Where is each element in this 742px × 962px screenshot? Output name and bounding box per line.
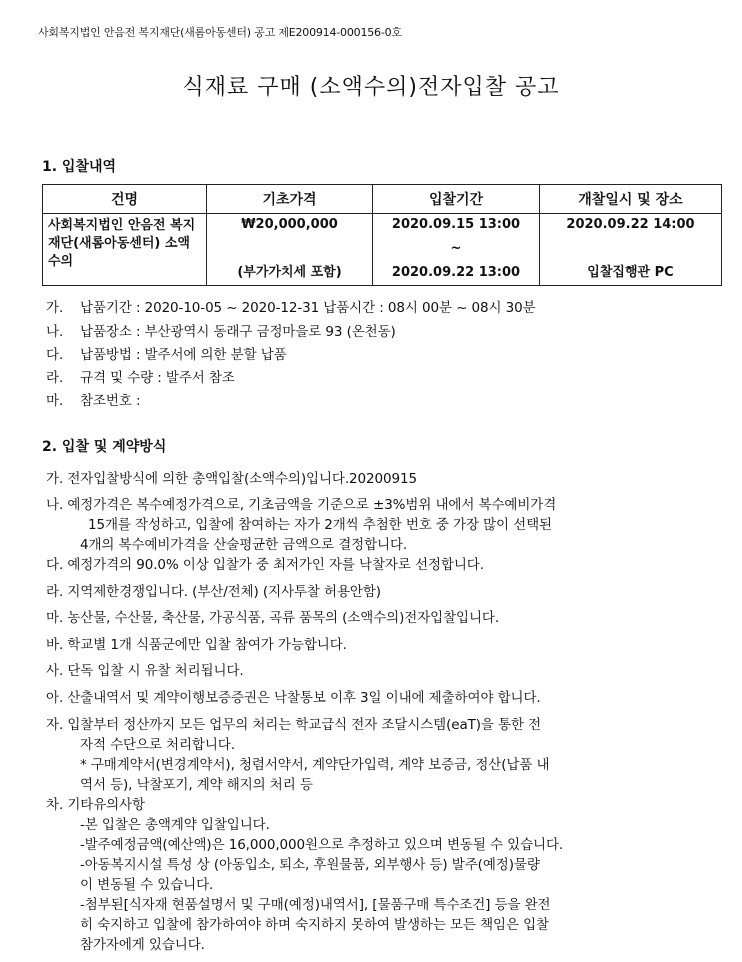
period-start: 2020.09.15 13:00 (391, 217, 521, 232)
section-2-line: 15개를 작성하고, 입찰에 참여하는 자가 2개씩 추첨한 번호 중 가장 많이 선택된 (88, 517, 552, 533)
header-base-price: 기초가격 (207, 185, 373, 214)
table-header-row (43, 185, 722, 214)
section-2-line: 역서 등), 낙찰포기, 계약 해지의 처리 등 (80, 777, 313, 793)
section-2-line: 나. 예정가격은 복수예정가격으로, 기초금액을 기준으로 ±3%범위 내에서 복수예비가격 (46, 497, 557, 513)
price-value: ₩20,000,000 (241, 217, 338, 232)
section-2-line: 차. 기타유의사항 (46, 797, 145, 813)
section-1-item: 마. 참조번호 : (46, 393, 141, 409)
header-name: 건명 (43, 185, 207, 214)
bid-details-table (42, 184, 722, 286)
section-2-line: 자적 수단으로 처리합니다. (80, 737, 235, 753)
header-bid-period: 입찰기간 (373, 185, 540, 214)
section-2-line: 마. 농산물, 수산물, 축산물, 가공식품, 곡류 품목의 (소액수의)전자입찰입니다. (46, 610, 500, 626)
page-title: 식재료 구매 (소액수의)전자입찰 공고 (182, 75, 560, 100)
section-2-line: 바. 학교별 1개 식품군에만 입찰 참여가 가능합니다. (46, 637, 347, 653)
section-2-line: 사. 단독 입찰 시 유찰 처리됩니다. (46, 663, 244, 679)
notice-number: 사회복지법인 안음전 복지재단(새롬아동센터) 공고 제E200914-000156-0호 (38, 26, 402, 39)
table-row (43, 214, 722, 286)
cell-opening (540, 214, 722, 286)
section-2-line: 4개의 복수예비가격을 산술평균한 금액으로 결정합니다. (80, 537, 408, 553)
section-1-heading: 1. 입찰내역 (42, 159, 117, 175)
opening-place: 입찰집행관 PC (587, 265, 674, 280)
section-1-item: 라. 규격 및 수량 : 발주서 참조 (46, 370, 235, 386)
section-2-line: 히 숙지하고 입찰에 참가하여야 하며 숙지하지 못하여 발생하는 모든 책임은 입찰 (80, 917, 549, 933)
section-1-item: 가. 납품기간 : 2020-10-05 ~ 2020-12-31 납품시간 : 08시 00분 ~ 08시 30분 (46, 300, 536, 316)
section-2-line: -본 입찰은 총액계약 입찰입니다. (80, 817, 270, 833)
section-2-line: 이 변동될 수 있습니다. (80, 877, 214, 893)
section-2-line: * 구매계약서(변경계약서), 청렴서약서, 계약단가입력, 계약 보증금, 정산(납품 내 (80, 757, 550, 773)
period-separator: ~ (450, 241, 462, 256)
section-2-line: -첨부된[식자재 현품설명서 및 구매(예정)내역서], [물품구매 특수조건] 등을 완전 (80, 897, 551, 913)
section-2-line: 참가자에게 있습니다. (80, 937, 205, 953)
price-note: (부가가치세 포함) (237, 265, 342, 280)
section-1-item: 나. 납품장소 : 부산광역시 동래구 금정마을로 93 (온천동) (46, 324, 396, 340)
cell-name: 사회복지법인 안음전 복지재단(새롬아동센터) 소액수의 (43, 214, 207, 286)
period-end: 2020.09.22 13:00 (391, 265, 521, 280)
cell-period (373, 214, 540, 286)
cell-price (207, 214, 373, 286)
section-2-line: -발주예정금액(예산액)은 16,000,000원으로 추정하고 있으며 변동될 수 있습니다. (80, 837, 564, 853)
section-2-line: 가. 전자입찰방식에 의한 총액입찰(소액수의)입니다.20200915 (46, 471, 417, 487)
section-2-line: -아동복지시설 특성 상 (아동입소, 퇴소, 후원물품, 외부행사 등) 발주(예정)물량 (80, 857, 540, 873)
opening-datetime: 2020.09.22 14:00 (566, 217, 695, 232)
section-2-line: 자. 입찰부터 정산까지 모든 업무의 처리는 학교급식 전자 조달시스템(eaT)을 통한 전 (46, 717, 542, 733)
section-1-item: 다. 납품방법 : 발주서에 의한 분할 납품 (46, 347, 287, 363)
section-2-line: 라. 지역제한경쟁입니다. (부산/전체) (지사투찰 허용안함) (46, 584, 381, 600)
header-opening: 개찰일시 및 장소 (540, 185, 722, 214)
section-2-line: 아. 산출내역서 및 계약이행보증증권은 낙찰통보 이후 3일 이내에 제출하여야 합니다. (46, 690, 541, 706)
section-2-line: 다. 예정가격의 90.0% 이상 입찰가 중 최저가인 자를 낙찰자로 선정합니다. (46, 557, 484, 573)
section-2-heading: 2. 입찰 및 계약방식 (42, 439, 167, 455)
